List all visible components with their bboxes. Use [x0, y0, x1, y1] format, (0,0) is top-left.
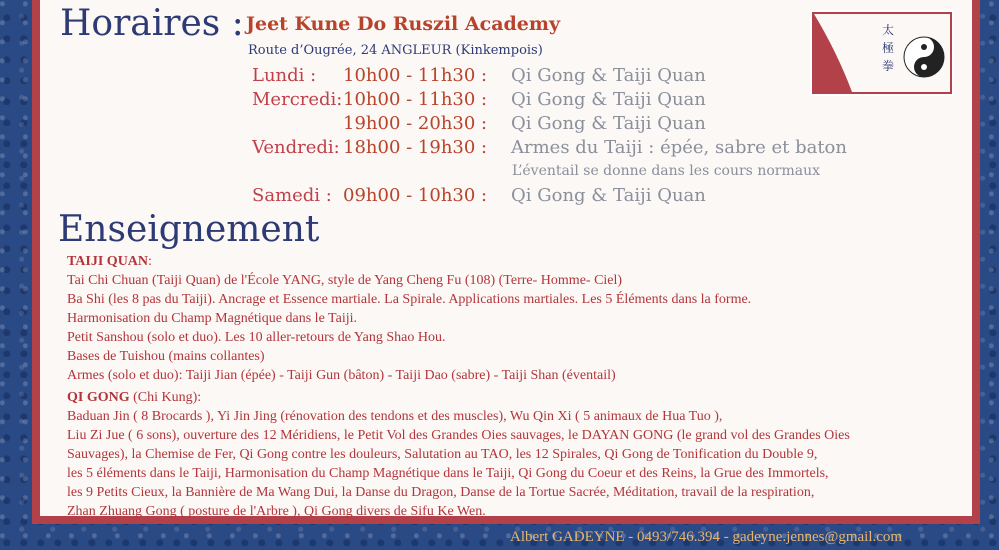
schedule-time-2: 10h00 - 11h30 : — [343, 89, 488, 110]
logo-graphic — [812, 12, 952, 94]
schedule-activity-4: Armes du Taiji : épée, sabre et baton — [511, 137, 847, 158]
logo-char-2: 極 — [882, 41, 895, 55]
qigong-line-6: Zhan Zhuang Gong ( posture de l'Arbre ), Qi Gong divers de Sifu Ke Wen. — [67, 504, 486, 519]
taiji-heading-line: TAIJI QUAN: — [67, 254, 152, 269]
taiji-logo — [810, 10, 954, 96]
taiji-line-2: Ba Shi (les 8 pas du Taiji). Ancrage et Essence martiale. La Spirale. Applications martiales. Les 5 Éléments dans la forme. — [67, 292, 752, 307]
section-title-teaching: Enseignement — [58, 209, 320, 250]
qigong-heading-line — [67, 388, 201, 407]
academy-name: Jeet Kune Do Ruszil Academy — [246, 13, 561, 35]
schedule-day-2: Mercredi: — [252, 89, 343, 110]
schedule-time-3: 19h00 - 20h30 : — [343, 113, 488, 134]
schedule-time-4: 18h00 - 19h30 : — [343, 137, 488, 158]
schedule-activity-2: Qi Gong & Taiji Quan — [511, 89, 706, 110]
schedule-day-4: Vendredi: — [252, 137, 340, 158]
qigong-line-2: Liu Zi Jue ( 6 sons), ouverture des 12 Méridiens, le Petit Vol des Grandes Oies sauvages, le DAYAN GONG (le grand vol des Grandes Oies — [67, 428, 850, 443]
page-title: Horaires : — [60, 3, 244, 44]
taiji-line-6: Armes (solo et duo): Taiji Jian (épée) - Taiji Gun (bâton) - Taiji Dao (sabre) - Taiji Shan (éventail) — [67, 368, 616, 383]
schedule-time-1: 10h00 - 11h30 : — [343, 65, 488, 86]
address: Route d’Ougrée, 24 ANGLEUR (Kinkempois) — [248, 43, 543, 58]
qigong-line-5: les 9 Petits Cieux, la Bannière de Ma Wang Dui, la Danse du Dragon, Danse de la Tortue Sacrée, Méditation, travail de la respiration, — [67, 485, 815, 500]
taiji-line-4: Petit Sanshou (solo et duo). Les 10 aller-retours de Yang Shao Hou. — [67, 330, 446, 345]
qigong-line-3: Sauvages), la Chemise de Fer, Qi Gong contre les douleurs, Salutation au TAO, les 12 Spirales, Qi Gong de Tonification du Double 9, — [67, 447, 818, 462]
qigong-line-4: les 5 éléments dans le Taiji, Harmonisation du Champ Magnétique dans le Taiji, Qi Gong du Coeur et des Reins, la Grue des Immortels, — [67, 466, 829, 481]
contact-footer: Albert GADEYNE - 0493/746.394 - gadeyne.jennes@gmail.com — [510, 529, 903, 545]
logo-char-1: 太 — [882, 23, 895, 37]
schedule-activity-1: Qi Gong & Taiji Quan — [511, 65, 706, 86]
schedule-day-5: Samedi : — [252, 185, 332, 206]
qigong-heading: QI GONG — [67, 390, 130, 405]
schedule-note: L’éventail se donne dans les cours normaux — [512, 163, 820, 179]
schedule-day-1: Lundi : — [252, 65, 317, 86]
logo-char-3: 拳 — [882, 59, 895, 73]
qigong-line-1: Baduan Jin ( 8 Brocards ), Yi Jin Jing (rénovation des tendons et des muscles), Wu Qin Xi ( 5 animaux de Hua Tuo ), — [67, 409, 723, 424]
taiji-line-1: Tai Chi Chuan (Taiji Quan) de l'École YANG, style de Yang Cheng Fu (108) (Terre- Homme- Ciel) — [67, 273, 623, 288]
taiji-line-3: Harmonisation du Champ Magnétique dans le Taiji. — [67, 311, 357, 326]
schedule-activity-5: Qi Gong & Taiji Quan — [511, 185, 706, 206]
taiji-line-5: Bases de Tuishou (mains collantes) — [67, 349, 265, 364]
schedule-activity-3: Qi Gong & Taiji Quan — [511, 113, 706, 134]
qigong-subheading: (Chi Kung): — [129, 390, 202, 405]
taiji-heading: TAIJI QUAN — [67, 254, 149, 269]
yin-yang-icon — [904, 37, 944, 77]
schedule-time-5: 09h00 - 10h30 : — [343, 185, 488, 206]
